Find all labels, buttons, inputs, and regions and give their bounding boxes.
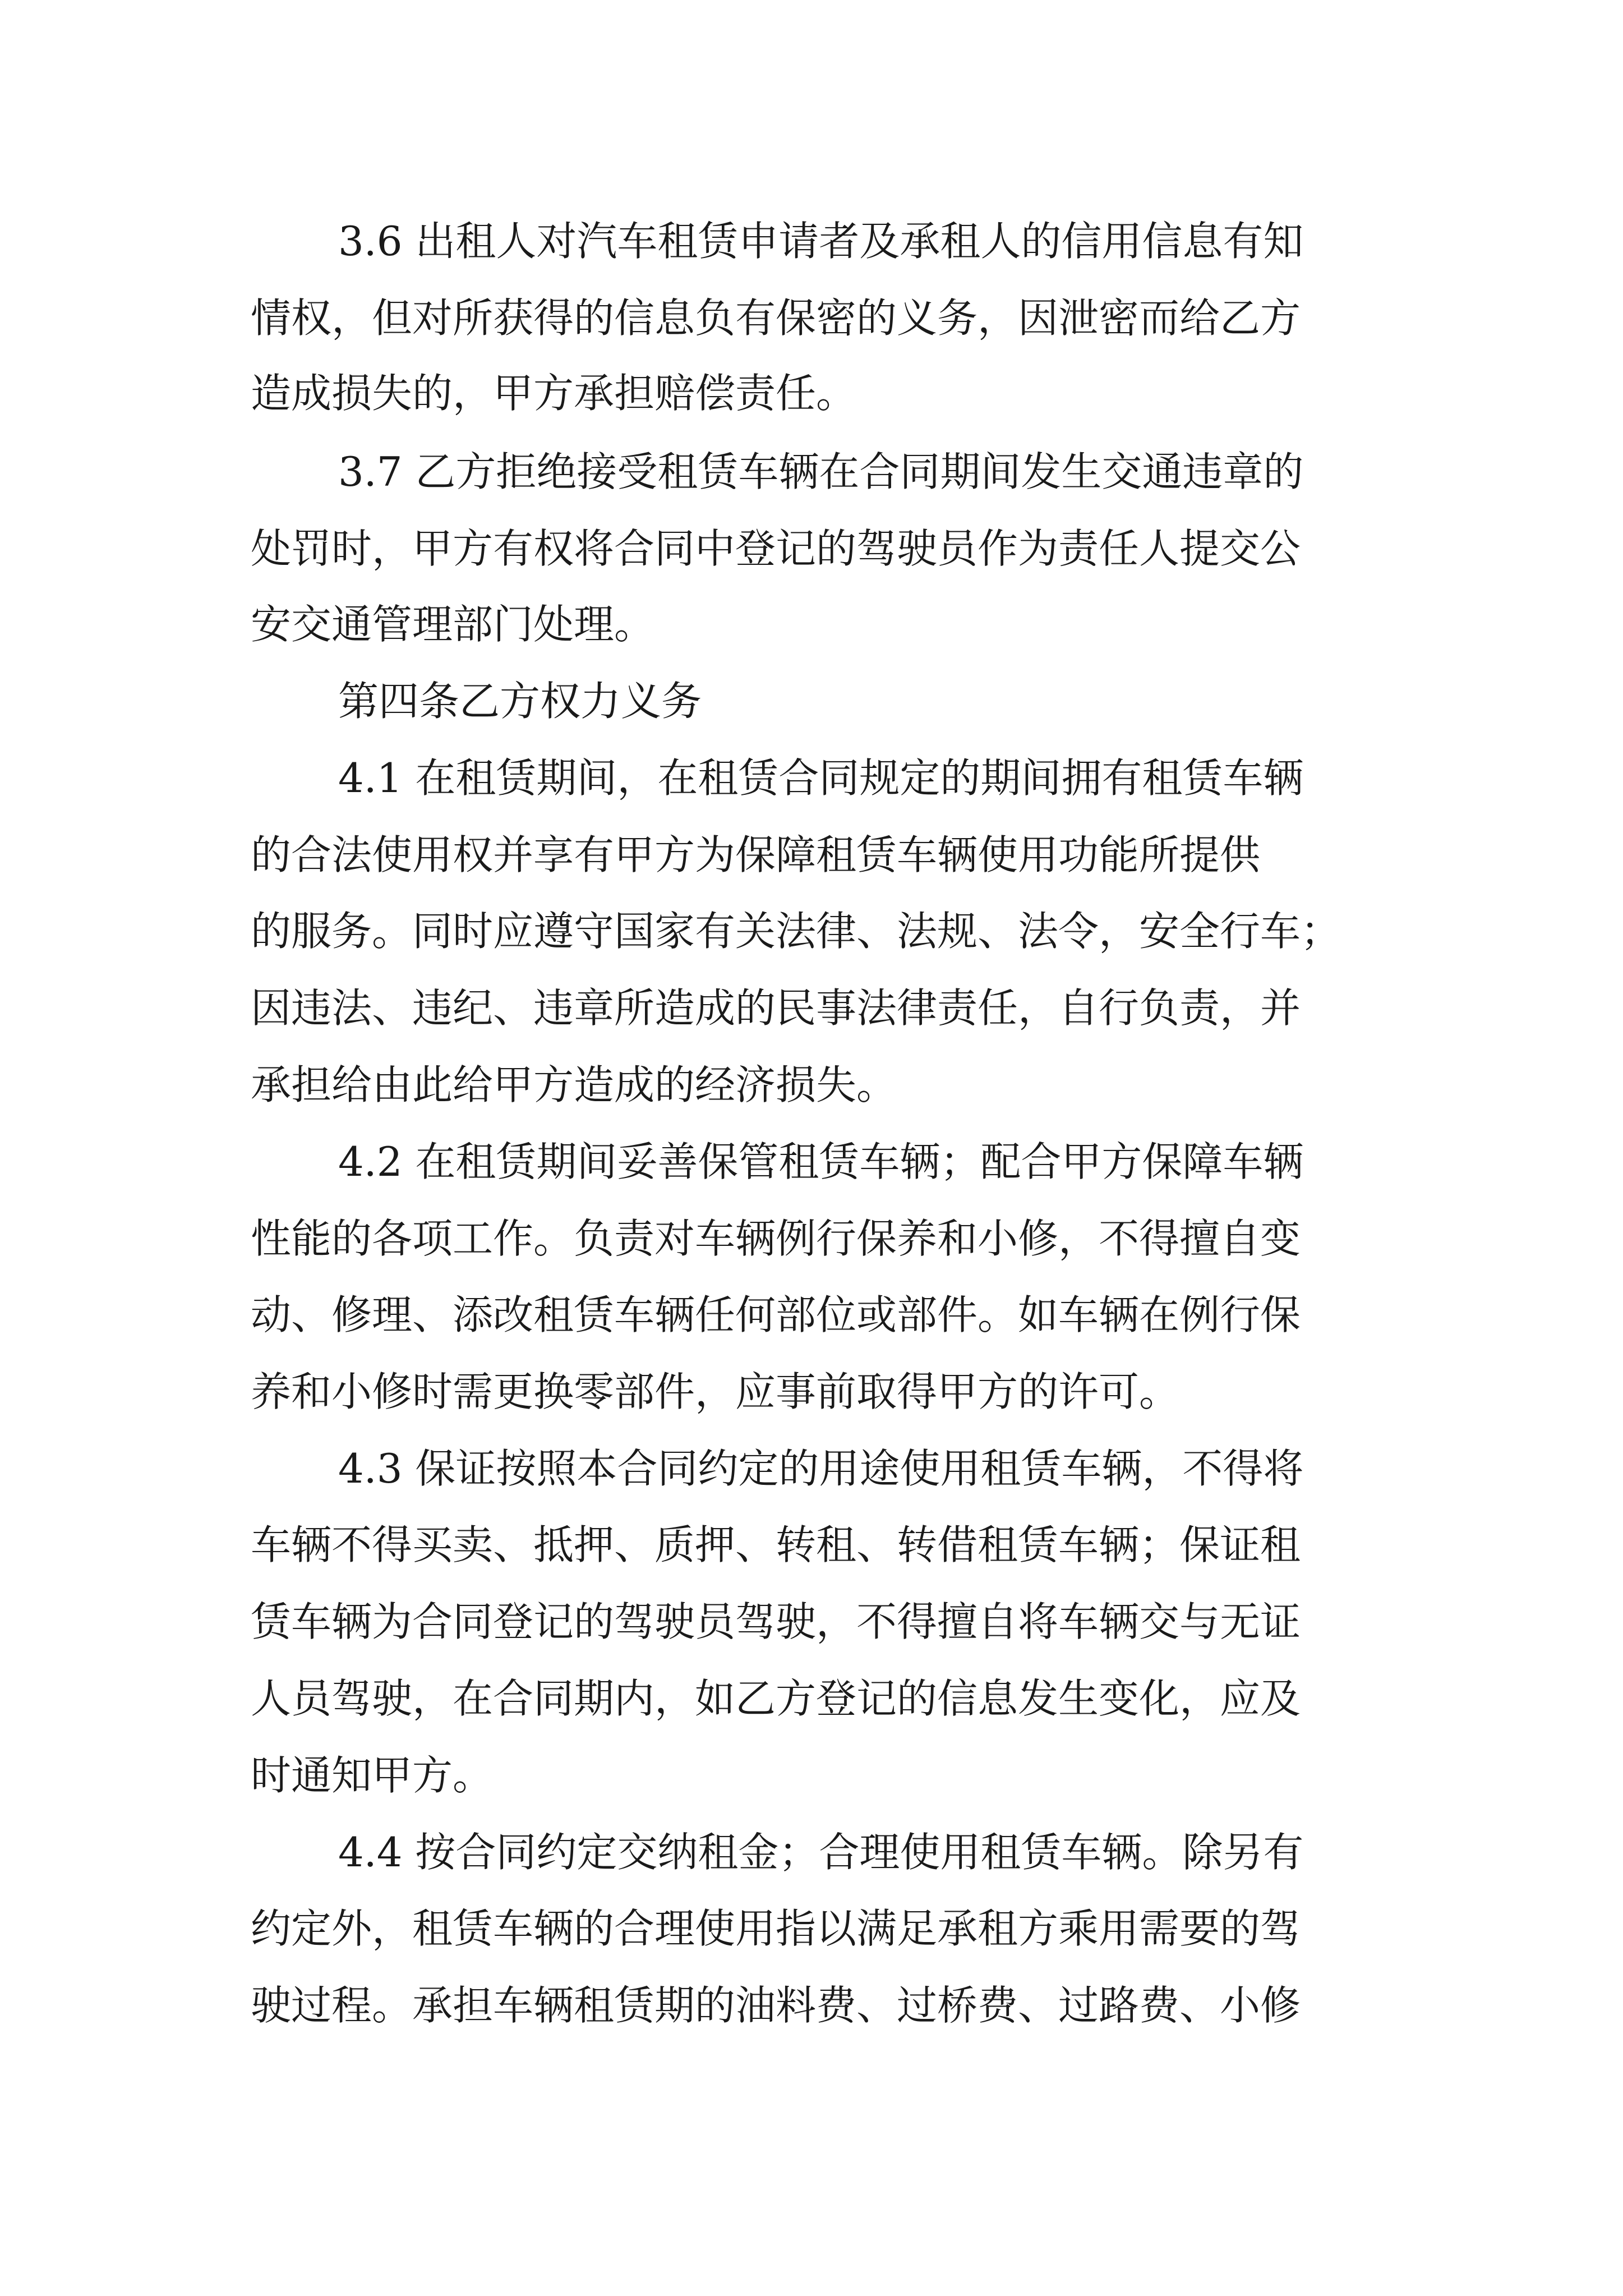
text-line: 因违法、违纪、违章所造成的民事法律责任，自行负责，并: [251, 984, 1301, 1032]
text-line: 时通知甲方。: [251, 1752, 494, 1799]
text-line: 4.4 按合同约定交纳租金；合理使用租赁车辆。除另有: [338, 1829, 1304, 1876]
text-line: 驶过程。承担车辆租赁期的油料费、过桥费、过路费、小修: [251, 1982, 1301, 2029]
text-line: 造成损失的，甲方承担赔偿责任。: [251, 370, 857, 417]
text-line: 4.2 在租赁期间妥善保管租赁车辆；配合甲方保障车辆: [338, 1138, 1304, 1185]
text-line: 3.6 出租人对汽车租赁申请者及承租人的信用信息有知: [338, 218, 1304, 265]
text-line: 人员驾驶，在合同期内，如乙方登记的信息发生变化，应及: [251, 1675, 1301, 1722]
text-line: 承担给由此给甲方造成的经济损失。: [251, 1061, 897, 1108]
text-line: 情权，但对所获得的信息负有保密的义务，因泄密而给乙方: [251, 295, 1301, 342]
text-line: 约定外，租赁车辆的合理使用指以满足承租方乘用需要的驾: [251, 1905, 1301, 1952]
text-line: 4.1 在租赁期间，在租赁合同规定的期间拥有租赁车辆: [338, 754, 1304, 802]
text-line: 3.7 乙方拒绝接受租赁车辆在合同期间发生交通违章的: [338, 448, 1304, 495]
text-line: 的服务。同时应遵守国家有关法律、法规、法令，安全行车；: [251, 908, 1341, 955]
text-line: 车辆不得买卖、抵押、质押、转租、转借租赁车辆；保证租: [251, 1521, 1301, 1568]
text-line: 4.3 保证按照本合同约定的用途使用租赁车辆，不得将: [338, 1445, 1304, 1492]
text-line: 的合法使用权并享有甲方为保障租赁车辆使用功能所提供: [251, 831, 1261, 878]
text-line: 动、修理、添改租赁车辆任何部位或部件。如车辆在例行保: [251, 1291, 1301, 1338]
text-line: 处罚时，甲方有权将合同中登记的驾驶员作为责任人提交公: [251, 525, 1301, 572]
text-line: 养和小修时需更换零部件，应事前取得甲方的许可。: [251, 1368, 1180, 1415]
section-heading: 第四条乙方权力义务: [338, 678, 702, 725]
text-line: 性能的各项工作。负责对车辆例行保养和小修，不得擅自变: [251, 1215, 1301, 1262]
text-line: 安交通管理部门处理。: [251, 601, 655, 648]
text-line: 赁车辆为合同登记的驾驶员驾驶，不得擅自将车辆交与无证: [251, 1598, 1301, 1645]
